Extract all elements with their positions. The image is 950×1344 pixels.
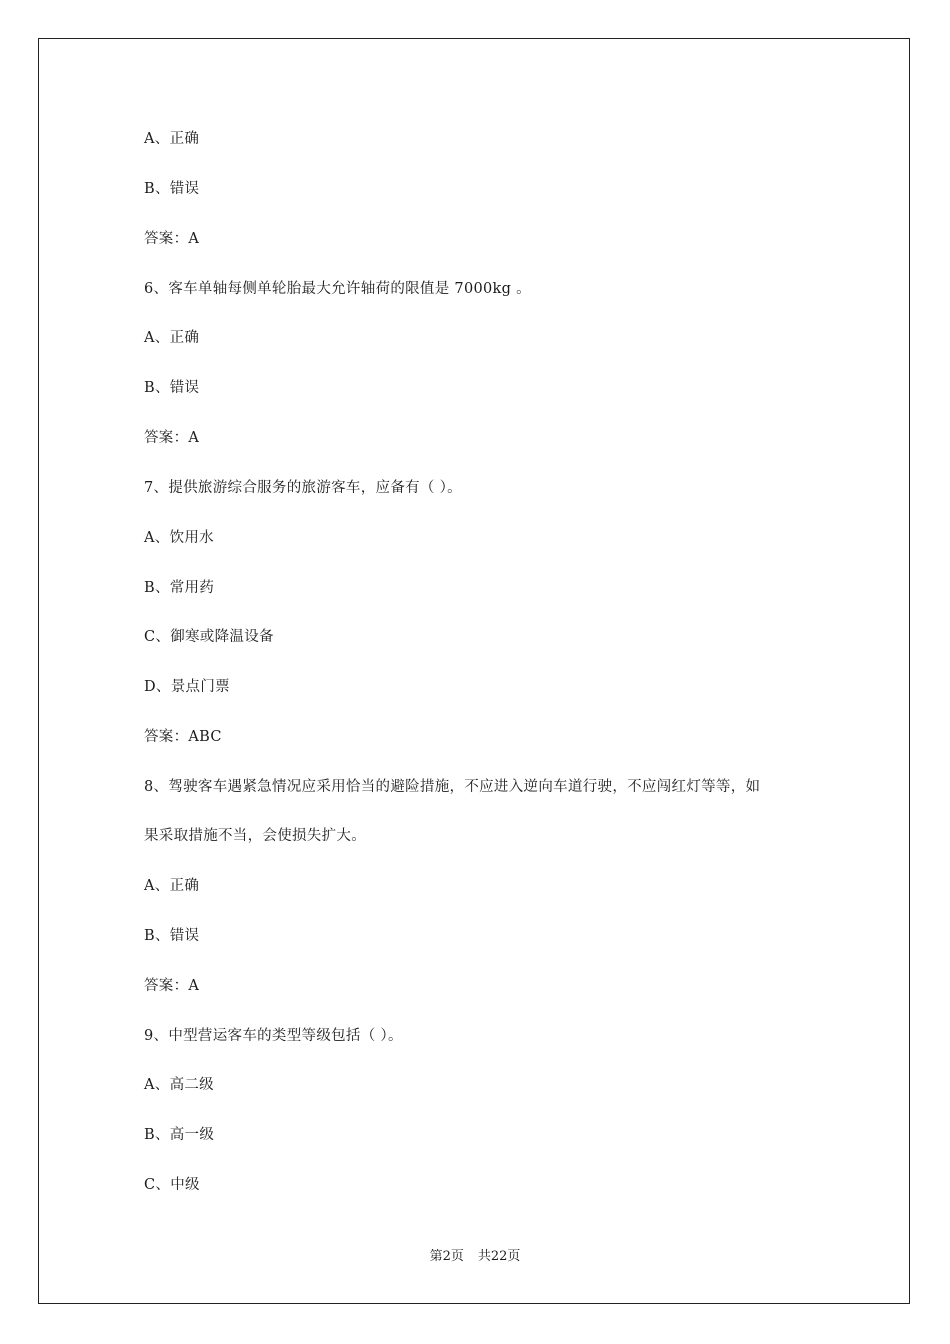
option-a-q7: A、饮用水 <box>144 530 214 546</box>
option-a-q9: A、高二级 <box>144 1077 214 1093</box>
page-total: 共22页 <box>477 1249 521 1264</box>
option-a-q6: A、正确 <box>144 330 200 346</box>
option-a-q5: A、正确 <box>144 131 200 147</box>
answer-q7: 答案：ABC <box>144 729 222 745</box>
option-b-q6: B、错误 <box>144 380 200 396</box>
option-b-q9: B、高一级 <box>144 1127 215 1143</box>
page-frame <box>38 38 910 1304</box>
option-b-q8: B、错误 <box>144 928 200 944</box>
option-a-q8: A、正确 <box>144 878 200 894</box>
question-9: 9、中型营运客车的类型等级包括（ ）。 <box>144 1028 403 1044</box>
question-8-line-2: 果采取措施不当，会使损失扩大。 <box>144 828 366 844</box>
question-8-line-1: 8、驾驶客车遇紧急情况应采用恰当的避险措施，不应进入逆向车道行驶，不应闯红灯等等，如 <box>144 779 761 795</box>
answer-q8: 答案：A <box>144 978 200 994</box>
answer-q6: 答案：A <box>144 430 200 446</box>
option-b-q7: B、常用药 <box>144 580 215 596</box>
option-c-q7: C、御寒或降温设备 <box>144 629 274 645</box>
question-6: 6、客车单轴每侧单轮胎最大允许轴荷的限值是 7000kg 。 <box>144 281 531 297</box>
page-number: 第2页 <box>429 1249 464 1264</box>
option-c-q9: C、中级 <box>144 1177 200 1193</box>
page-footer <box>0 1248 950 1266</box>
option-b-q5: B、错误 <box>144 181 200 197</box>
option-d-q7: D、景点门票 <box>144 679 230 695</box>
question-7: 7、提供旅游综合服务的旅游客车，应备有（ ）。 <box>144 480 462 496</box>
answer-q5: 答案：A <box>144 231 200 247</box>
